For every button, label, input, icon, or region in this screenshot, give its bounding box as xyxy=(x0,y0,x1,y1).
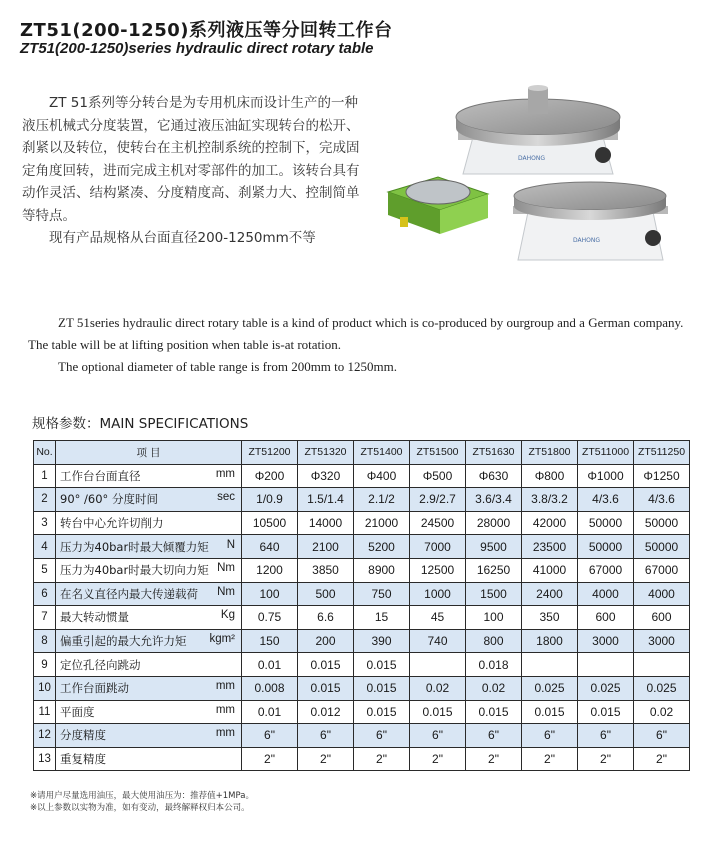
spec-value: 50000 xyxy=(634,511,690,535)
row-number: 3 xyxy=(34,511,56,535)
row-number: 11 xyxy=(34,700,56,724)
spec-value: 1/0.9 xyxy=(242,488,298,512)
spec-value: 2400 xyxy=(522,582,578,606)
spec-row xyxy=(34,606,690,630)
spec-value: 200 xyxy=(298,629,354,653)
row-number: 7 xyxy=(34,606,56,630)
spec-row xyxy=(34,747,690,771)
spec-value: 0.015 xyxy=(354,676,410,700)
spec-value: 15 xyxy=(354,606,410,630)
item-name: 重复精度 xyxy=(60,752,106,767)
header-model: ZT51320 xyxy=(298,441,354,465)
spec-value: 6" xyxy=(410,724,466,748)
spec-value: 0.01 xyxy=(242,653,298,677)
row-item xyxy=(56,606,242,630)
intro-en-paragraph-1: ZT 51series hydraulic direct rotary table is a kind of product which is co-produced by ourgroup and a German company. The table will be at lifting position when table is-at rotation. xyxy=(28,315,684,352)
spec-value: 28000 xyxy=(466,511,522,535)
page-title-en: ZT51(200-1250)series hydraulic direct rotary table xyxy=(20,40,374,57)
spec-value: 0.01 xyxy=(242,700,298,724)
spec-value: 1000 xyxy=(410,582,466,606)
spec-value: 67000 xyxy=(578,558,634,582)
row-number: 9 xyxy=(34,653,56,677)
spec-value: 350 xyxy=(522,606,578,630)
large-rotary-table-image xyxy=(456,85,620,174)
spec-value: 21000 xyxy=(354,511,410,535)
spec-row xyxy=(34,582,690,606)
spec-value: 1800 xyxy=(522,629,578,653)
header-model: ZT51500 xyxy=(410,441,466,465)
spec-value: 2" xyxy=(354,747,410,771)
spec-value: 0.025 xyxy=(578,676,634,700)
spec-value: 740 xyxy=(410,629,466,653)
intro-en-paragraph-2: The optional diameter of table range is from 200mm to 1250mm. xyxy=(58,359,398,374)
header-model: ZT51800 xyxy=(522,441,578,465)
spec-value: 2" xyxy=(242,747,298,771)
row-item xyxy=(56,700,242,724)
spec-row xyxy=(34,488,690,512)
footnote: ※请用户尽量选用油压，最大使用油压为：推荐值+1MPa。 xyxy=(30,791,254,801)
spec-row xyxy=(34,653,690,677)
spec-value: 4000 xyxy=(634,582,690,606)
spec-value: Φ630 xyxy=(466,464,522,488)
spec-value: 0.025 xyxy=(634,676,690,700)
spec-value xyxy=(578,653,634,677)
item-name: 分度精度 xyxy=(60,728,106,743)
row-number: 13 xyxy=(34,747,56,771)
footnote: ※以上参数以实物为准，如有变动，最终解释权归本公司。 xyxy=(30,803,250,813)
header-model: ZT51630 xyxy=(466,441,522,465)
spec-value: 6" xyxy=(354,724,410,748)
spec-value: 4000 xyxy=(578,582,634,606)
spec-header-row xyxy=(34,441,690,465)
spec-row xyxy=(34,535,690,559)
spec-value: 67000 xyxy=(634,558,690,582)
page-title-cn: ZT51(200-1250)系列液压等分回转工作台 xyxy=(20,20,393,41)
small-green-rotary-table-image xyxy=(388,177,488,234)
row-number: 8 xyxy=(34,629,56,653)
row-item xyxy=(56,464,242,488)
spec-value: 3850 xyxy=(298,558,354,582)
spec-value: 41000 xyxy=(522,558,578,582)
spec-value: 2" xyxy=(298,747,354,771)
item-name: 转台中心允许切削力 xyxy=(60,516,164,531)
item-unit: Nm xyxy=(217,562,235,575)
brand-label: DAHONG xyxy=(518,155,545,162)
item-name: 偏重引起的最大允许力矩 xyxy=(60,634,187,649)
spec-value: 100 xyxy=(466,606,522,630)
spec-value: 6.6 xyxy=(298,606,354,630)
spec-value: 6" xyxy=(298,724,354,748)
item-unit: mm xyxy=(215,680,235,693)
spec-value: Φ400 xyxy=(354,464,410,488)
spec-value: 2" xyxy=(634,747,690,771)
item-unit: mm xyxy=(215,727,235,740)
row-item xyxy=(56,488,242,512)
spec-table xyxy=(33,440,690,771)
spec-value: 24500 xyxy=(410,511,466,535)
spec-row xyxy=(34,511,690,535)
spec-value: Φ1250 xyxy=(634,464,690,488)
spec-value: 3.6/3.4 xyxy=(466,488,522,512)
row-item xyxy=(56,535,242,559)
brand-label-2: DAHONG xyxy=(573,237,600,244)
spec-value: 600 xyxy=(634,606,690,630)
spec-value: 0.015 xyxy=(298,653,354,677)
header-model: ZT51400 xyxy=(354,441,410,465)
item-unit: mm xyxy=(215,467,235,480)
spec-value: 4/3.6 xyxy=(634,488,690,512)
spec-value: 0.025 xyxy=(522,676,578,700)
spec-value: 50000 xyxy=(634,535,690,559)
row-item xyxy=(56,653,242,677)
spec-value: 6" xyxy=(634,724,690,748)
spec-value: 0.015 xyxy=(354,653,410,677)
product-photos xyxy=(378,82,688,277)
spec-value xyxy=(522,653,578,677)
spec-row xyxy=(34,724,690,748)
spec-value: 42000 xyxy=(522,511,578,535)
spec-row xyxy=(34,629,690,653)
spec-value: 500 xyxy=(298,582,354,606)
header-model: ZT511000 xyxy=(578,441,634,465)
spec-value: 0.015 xyxy=(466,700,522,724)
footnotes xyxy=(30,790,254,814)
spec-value: 4/3.6 xyxy=(578,488,634,512)
spec-value: Φ200 xyxy=(242,464,298,488)
spec-row xyxy=(34,464,690,488)
item-name: 在名义直径内最大传递载荷 xyxy=(60,586,198,601)
item-unit: sec xyxy=(217,491,235,504)
spec-value: 6" xyxy=(522,724,578,748)
spec-value: 2" xyxy=(522,747,578,771)
second-rotary-table-image xyxy=(513,182,668,260)
spec-value: 6" xyxy=(578,724,634,748)
spec-value: 100 xyxy=(242,582,298,606)
rotary-table-illustration xyxy=(378,82,688,277)
spec-value: 6" xyxy=(466,724,522,748)
spec-value: 50000 xyxy=(578,511,634,535)
spec-value: 14000 xyxy=(298,511,354,535)
spec-value: 2" xyxy=(466,747,522,771)
item-name: 工作台面跳动 xyxy=(60,681,129,696)
row-item xyxy=(56,724,242,748)
spec-value: Φ500 xyxy=(410,464,466,488)
spec-value: 3000 xyxy=(634,629,690,653)
item-unit: Nm xyxy=(217,585,235,598)
row-number: 5 xyxy=(34,558,56,582)
spec-row xyxy=(34,676,690,700)
spec-value: 0.018 xyxy=(466,653,522,677)
item-name: 平面度 xyxy=(60,704,95,719)
spec-value xyxy=(410,653,466,677)
row-number: 2 xyxy=(34,488,56,512)
row-item xyxy=(56,629,242,653)
spec-value: 640 xyxy=(242,535,298,559)
spec-value: 0.015 xyxy=(298,676,354,700)
spec-value xyxy=(634,653,690,677)
item-unit: kgm² xyxy=(209,633,235,646)
spec-value: 390 xyxy=(354,629,410,653)
spec-value: 45 xyxy=(410,606,466,630)
spec-value: 1200 xyxy=(242,558,298,582)
spec-value: 0.012 xyxy=(298,700,354,724)
spec-value: 2" xyxy=(578,747,634,771)
spec-value: 1.5/1.4 xyxy=(298,488,354,512)
spec-value: 7000 xyxy=(410,535,466,559)
header-model: ZT511250 xyxy=(634,441,690,465)
item-name: 压力为40bar时最大倾覆力矩 xyxy=(60,539,209,554)
spec-value: 1500 xyxy=(466,582,522,606)
spec-value: 0.015 xyxy=(410,700,466,724)
item-name: 90° /60° 分度时间 xyxy=(60,492,158,507)
spec-value: 0.02 xyxy=(634,700,690,724)
spec-value: 3000 xyxy=(578,629,634,653)
spec-value: 2" xyxy=(410,747,466,771)
intro-cn-range: 现有产品规格从台面直径200-1250mm不等 xyxy=(49,230,316,246)
spec-value: 0.008 xyxy=(242,676,298,700)
spec-section-title: 规格参数：MAIN SPECIFICATIONS xyxy=(32,416,249,432)
header-model: ZT51200 xyxy=(242,441,298,465)
spec-value: 0.015 xyxy=(354,700,410,724)
row-number: 4 xyxy=(34,535,56,559)
spec-row xyxy=(34,558,690,582)
item-name: 工作台台面直径 xyxy=(60,468,141,483)
spec-value: 2.1/2 xyxy=(354,488,410,512)
spec-value: 23500 xyxy=(522,535,578,559)
row-item xyxy=(56,511,242,535)
spec-value: 0.02 xyxy=(410,676,466,700)
row-item xyxy=(56,558,242,582)
spec-value: 0.75 xyxy=(242,606,298,630)
item-unit: mm xyxy=(215,703,235,716)
spec-value: Φ800 xyxy=(522,464,578,488)
item-name: 最大转动惯量 xyxy=(60,610,129,625)
intro-chinese xyxy=(22,92,362,250)
intro-cn-paragraph: ZT 51系列等分转台是为专用机床而设计生产的一种液压机械式分度装置，它通过液压油缸实现转台的松开、刹紧以及转位，使转台在主机控制系统的控制下，完成固定角度回转，进而完成主机对零部件的加工。该转台具有动作灵活、结构紧凑、分度精度高、刹紧力大、控制简单等特点。 xyxy=(22,95,360,224)
spec-value: 50000 xyxy=(578,535,634,559)
spec-value: 9500 xyxy=(466,535,522,559)
row-number: 6 xyxy=(34,582,56,606)
spec-value: Φ1000 xyxy=(578,464,634,488)
spec-value: Φ320 xyxy=(298,464,354,488)
spec-value: 2100 xyxy=(298,535,354,559)
spec-value: 12500 xyxy=(410,558,466,582)
spec-value: 2.9/2.7 xyxy=(410,488,466,512)
item-unit: N xyxy=(226,538,235,551)
spec-value: 0.015 xyxy=(578,700,634,724)
item-name: 压力为40bar时最大切向力矩 xyxy=(60,563,209,578)
row-number: 12 xyxy=(34,724,56,748)
spec-value: 150 xyxy=(242,629,298,653)
row-item xyxy=(56,582,242,606)
header-item: 项 目 xyxy=(56,441,242,465)
spec-value: 0.02 xyxy=(466,676,522,700)
header-no: No. xyxy=(34,441,56,465)
spec-value: 3.8/3.2 xyxy=(522,488,578,512)
spec-row xyxy=(34,700,690,724)
row-item xyxy=(56,676,242,700)
spec-value: 8900 xyxy=(354,558,410,582)
spec-value: 16250 xyxy=(466,558,522,582)
spec-value: 750 xyxy=(354,582,410,606)
spec-value: 10500 xyxy=(242,511,298,535)
spec-value: 6" xyxy=(242,724,298,748)
row-number: 1 xyxy=(34,464,56,488)
item-unit: Kg xyxy=(220,609,235,622)
row-number: 10 xyxy=(34,676,56,700)
spec-value: 5200 xyxy=(354,535,410,559)
intro-english xyxy=(28,312,696,378)
spec-value: 800 xyxy=(466,629,522,653)
item-name: 定位孔径向跳动 xyxy=(60,657,141,672)
row-item xyxy=(56,747,242,771)
spec-value: 0.015 xyxy=(522,700,578,724)
spec-value: 600 xyxy=(578,606,634,630)
